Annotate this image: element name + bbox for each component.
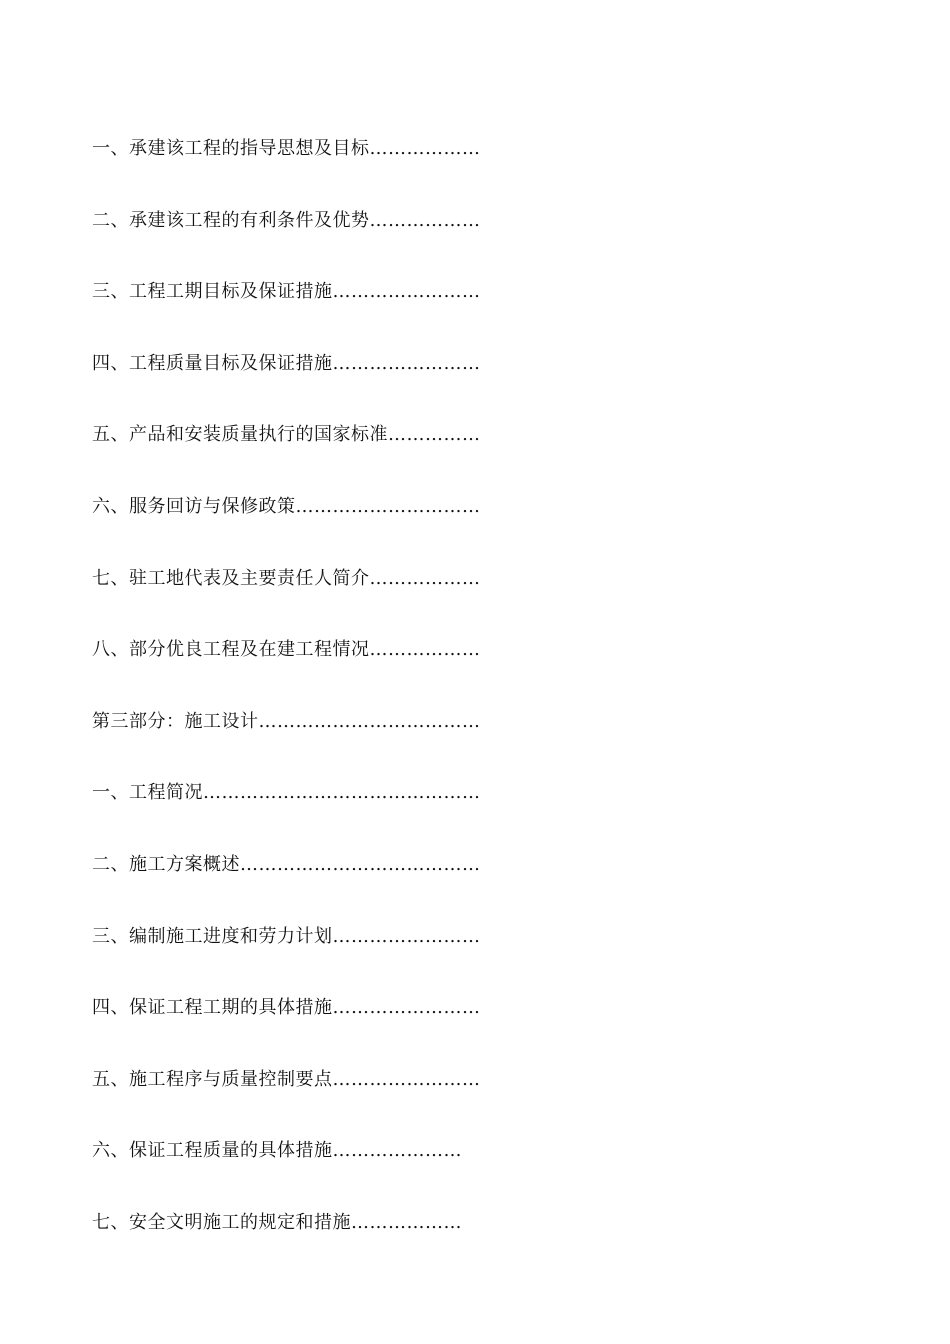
toc-entry-8: 八、部分优良工程及在建工程情况……………… — [92, 639, 481, 661]
toc-entry-1: 一、承建该工程的指导思想及目标……………… — [92, 138, 481, 159]
toc-section-heading: 第三部分：施工设计……………………………… — [92, 710, 481, 732]
toc-entry-6: 六、服务回访与保修政策………………………… — [92, 495, 481, 517]
toc-entry-11: 三、编制施工进度和劳力计划…………………… — [92, 925, 481, 947]
toc-entry-4: 四、工程质量目标及保证措施…………………… — [92, 352, 481, 374]
toc-entry-10: 二、施工方案概述………………………………… — [92, 853, 481, 875]
toc-entry-15: 七、安全文明施工的规定和措施……………… — [92, 1211, 462, 1233]
toc-entry-9: 一、工程简况……………………………………… — [92, 782, 481, 804]
toc-entry-7: 七、驻工地代表及主要责任人简介……………… — [92, 567, 481, 589]
table-of-contents — [92, 135, 892, 1281]
toc-entry-5: 五、产品和安装质量执行的国家标准…………… — [92, 424, 481, 446]
toc-entry-3: 三、工程工期目标及保证措施…………………… — [92, 281, 481, 303]
toc-entry-14: 六、保证工程质量的具体措施………………… — [92, 1140, 462, 1162]
toc-entry-13: 五、施工程序与质量控制要点…………………… — [92, 1068, 481, 1090]
toc-entry-2: 二、承建该工程的有利条件及优势……………… — [92, 209, 481, 231]
toc-entry-12: 四、保证工程工期的具体措施…………………… — [92, 997, 481, 1019]
